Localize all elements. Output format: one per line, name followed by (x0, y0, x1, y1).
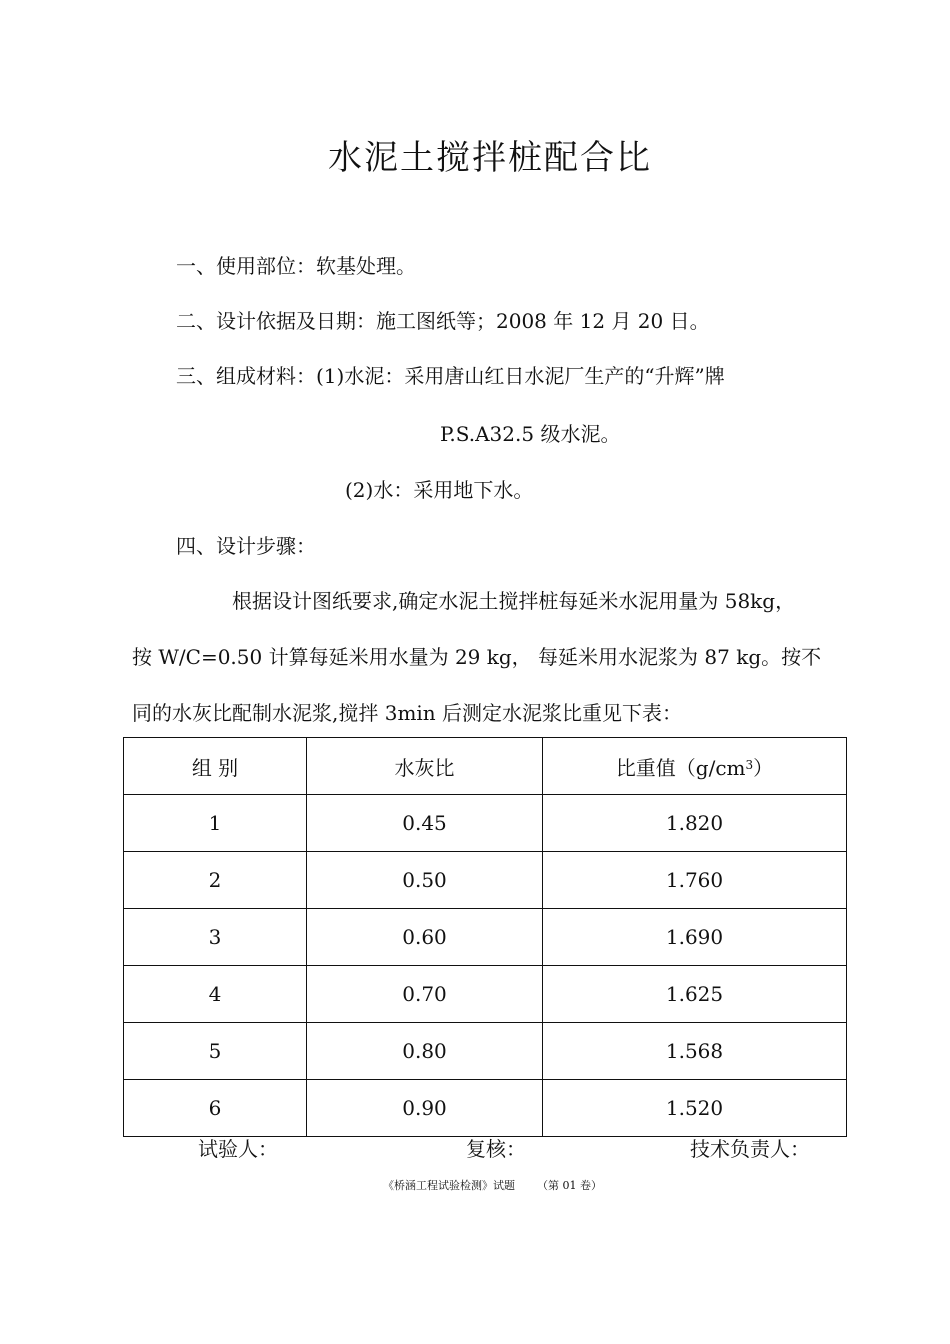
paragraph-line-1: 根据设计图纸要求,确定水泥土搅拌桩每延米水泥用量为 58kg， (232, 589, 796, 613)
cell-density: 1.625 (543, 966, 847, 1023)
cell-density: 1.760 (543, 852, 847, 909)
table-row (124, 852, 847, 909)
cell-group: 4 (124, 966, 307, 1023)
header-density-suffix: ） (753, 755, 774, 780)
table-header-row (124, 738, 847, 795)
basis-line: 二、设计依据及日期：施工图纸等；2008 年 12 月 20 日。 (176, 309, 710, 333)
cell-group: 1 (124, 795, 307, 852)
technical-lead-signature-label: 技术负责人： (690, 1137, 810, 1161)
header-density-sup: 3 (745, 757, 754, 772)
cell-ratio: 0.60 (307, 909, 543, 966)
usage-line: 一、使用部位：软基处理。 (176, 254, 416, 278)
cell-density: 1.520 (543, 1080, 847, 1137)
table-row (124, 1080, 847, 1137)
materials-continuation: P.S.A32.5 级水泥。 (440, 422, 621, 446)
header-density (543, 738, 847, 795)
density-table (123, 737, 847, 1137)
reviewer-signature-label: 复核： (466, 1137, 526, 1161)
cell-ratio: 0.70 (307, 966, 543, 1023)
paragraph-line-2: 按 W/C=0.50 计算每延米用水量为 29 kg， 每延米用水泥浆为 87 kg。按不 (132, 645, 822, 669)
steps-heading: 四、设计步骤： (176, 534, 316, 558)
cell-ratio: 0.80 (307, 1023, 543, 1080)
header-group: 组 别 (124, 738, 307, 795)
water-line: (2)水：采用地下水。 (345, 478, 534, 502)
materials-line: 三、组成材料：(1)水泥：采用唐山红日水泥厂生产的“升辉”牌 (176, 364, 725, 388)
page-title: 水泥土搅拌桩配合比 (328, 138, 652, 178)
page-footer (383, 1177, 602, 1193)
footer-volume: （第 01 卷） (537, 1179, 602, 1192)
cell-density: 1.690 (543, 909, 847, 966)
header-ratio: 水灰比 (307, 738, 543, 795)
cell-ratio: 0.45 (307, 795, 543, 852)
cell-ratio: 0.90 (307, 1080, 543, 1137)
table-row (124, 795, 847, 852)
cell-density: 1.568 (543, 1023, 847, 1080)
tester-signature-label: 试验人： (198, 1137, 278, 1161)
cell-group: 2 (124, 852, 307, 909)
cell-group: 5 (124, 1023, 307, 1080)
paragraph-line-3: 同的水灰比配制水泥浆,搅拌 3min 后测定水泥浆比重见下表： (132, 701, 683, 725)
table-row (124, 909, 847, 966)
cell-group: 6 (124, 1080, 307, 1137)
cell-group: 3 (124, 909, 307, 966)
cell-density: 1.820 (543, 795, 847, 852)
footer-text: 《桥涵工程试验检测》试题 (383, 1179, 515, 1192)
table-row (124, 1023, 847, 1080)
cell-ratio: 0.50 (307, 852, 543, 909)
header-density-prefix: 比重值（g/cm (615, 755, 746, 780)
table-row (124, 966, 847, 1023)
